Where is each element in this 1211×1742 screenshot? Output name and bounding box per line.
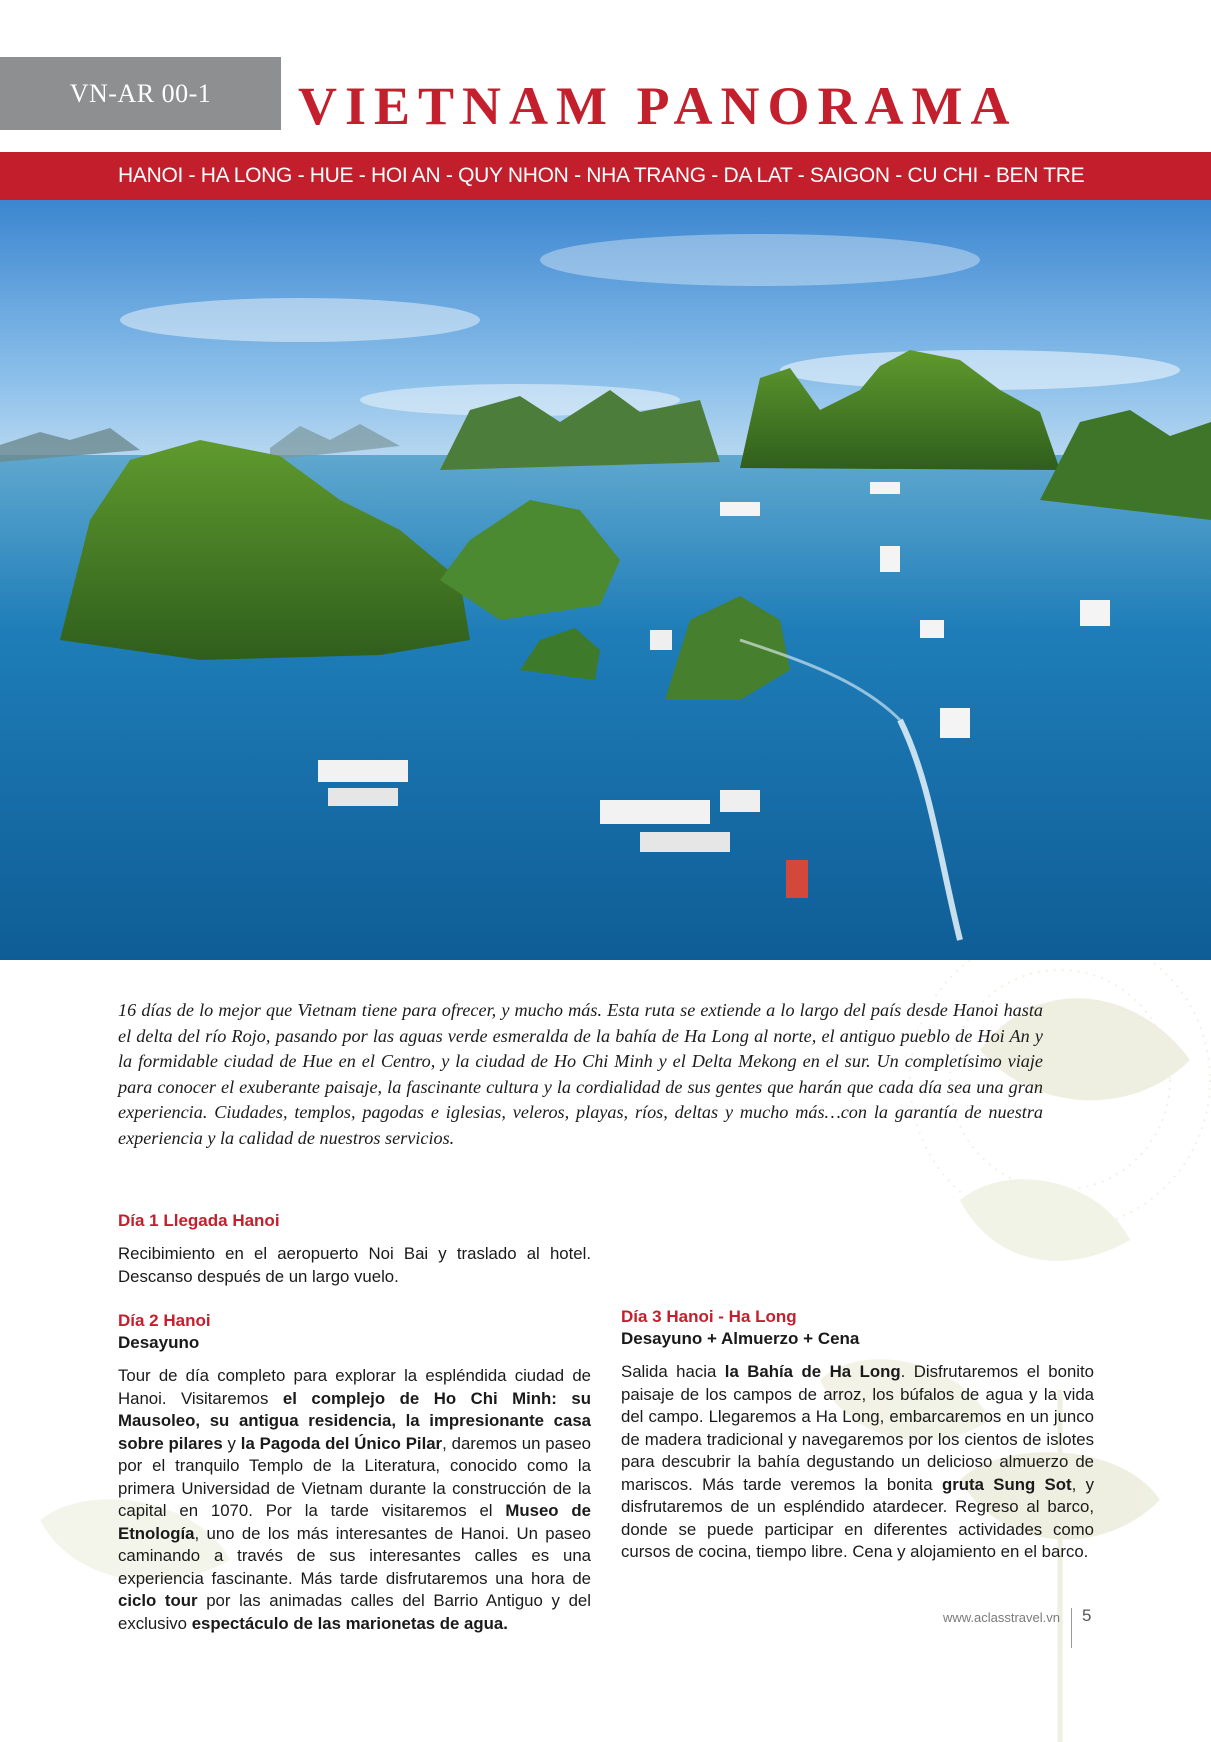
itinerary-column-left <box>118 1210 591 1635</box>
page-number: 5 <box>1082 1606 1092 1625</box>
tour-code-badge: VN-AR 00-1 <box>0 57 281 130</box>
route-banner <box>0 152 1211 200</box>
day-3-title: Día 3 Hanoi - Ha Long <box>621 1307 797 1326</box>
ha-long-bay-photo <box>0 200 1211 960</box>
footer-divider <box>1071 1608 1072 1648</box>
day-2-title: Día 2 Hanoi <box>118 1311 211 1330</box>
footer-website-link[interactable]: www.aclasstravel.vn <box>942 1610 1060 1625</box>
intro-paragraph: 16 días de lo mejor que Vietnam tiene para ofrecer, y mucho más. Esta ruta se extiende a lo largo del país desde Hanoi hasta el delta del río Rojo, pasando por las aguas verde esmeralda de la bahía de Ha Long al norte, el antiguo pueblo de Hoi An y la formidable ciudad de Hue en el Centro, y la ciudad de Ho Chi Minh y el Delta Mekong en el sur. Un completísimo viaje para conocer el exuberante paisaje, la fascinante cultura y la cordialidad de sus gentes que harán que cada día sea una gran experiencia. Ciudades, templos, pagodas e iglesias, veleros, playas, ríos, deltas y mucho más…con la garantía de nuestra experiencia y la calidad de nuestros servicios. <box>118 1000 1043 1148</box>
route-text: HANOI - HA LONG - HUE - HOI AN - QUY NHON - NHA TRANG - DA LAT - SAIGON - CU CHI - BEN TRE <box>118 164 1085 187</box>
day-2-text: Tour de día completo para explorar la espléndida ciudad de Hanoi. Visitaremos el complejo de Ho Chi Minh: su Mausoleo, su antigua residencia, la impresionante casa sobre pilares y la Pagoda del Único Pilar, daremos un paseo por el tranquilo Templo de la Literatura, conocido como la primera Universidad de Vietnam durante la construcción de la capital en 1070. Por la tarde visitaremos el Museo de Etnología, uno de los más interesantes de Hanoi. Un paseo caminando a través de sus interesantes calles es una experiencia fascinante. Más tarde disfrutaremos una hora de ciclo tour por las animadas calles del Barrio Antiguo y del exclusivo espectáculo de las marionetas de agua. <box>118 1366 592 1633</box>
day-2-meals: Desayuno <box>118 1333 200 1352</box>
day-3-meals: Desayuno + Almuerzo + Cena <box>621 1329 860 1348</box>
page-title: VIETNAM PANORAMA <box>298 76 1018 136</box>
day-1-text: Recibimiento en el aeropuerto Noi Bai y traslado al hotel. Descanso después de un largo vuelo. <box>118 1244 591 1286</box>
day-3-text: Salida hacia la Bahía de Ha Long. Disfrutaremos el bonito paisaje de los campos de arroz, los búfalos de agua y la vida del campo. Llegaremos a Ha Long, embarcaremos en un junco de madera tradicional y navegaremos por los cientos de islotes para descubrir la bahía degustando un delicioso almuerzo de mariscos. Más tarde veremos la bonita gruta Sung Sot, y disfrutaremos de un espléndido atardecer. Regreso al barco, donde se puede participar en diferentes actividades como cursos de cocina, tiempo libre. Cena y alojamiento en el barco. <box>621 1362 1094 1561</box>
itinerary-column-right <box>621 1207 1094 1564</box>
day-1-title: Día 1 Llegada Hanoi <box>118 1211 280 1230</box>
